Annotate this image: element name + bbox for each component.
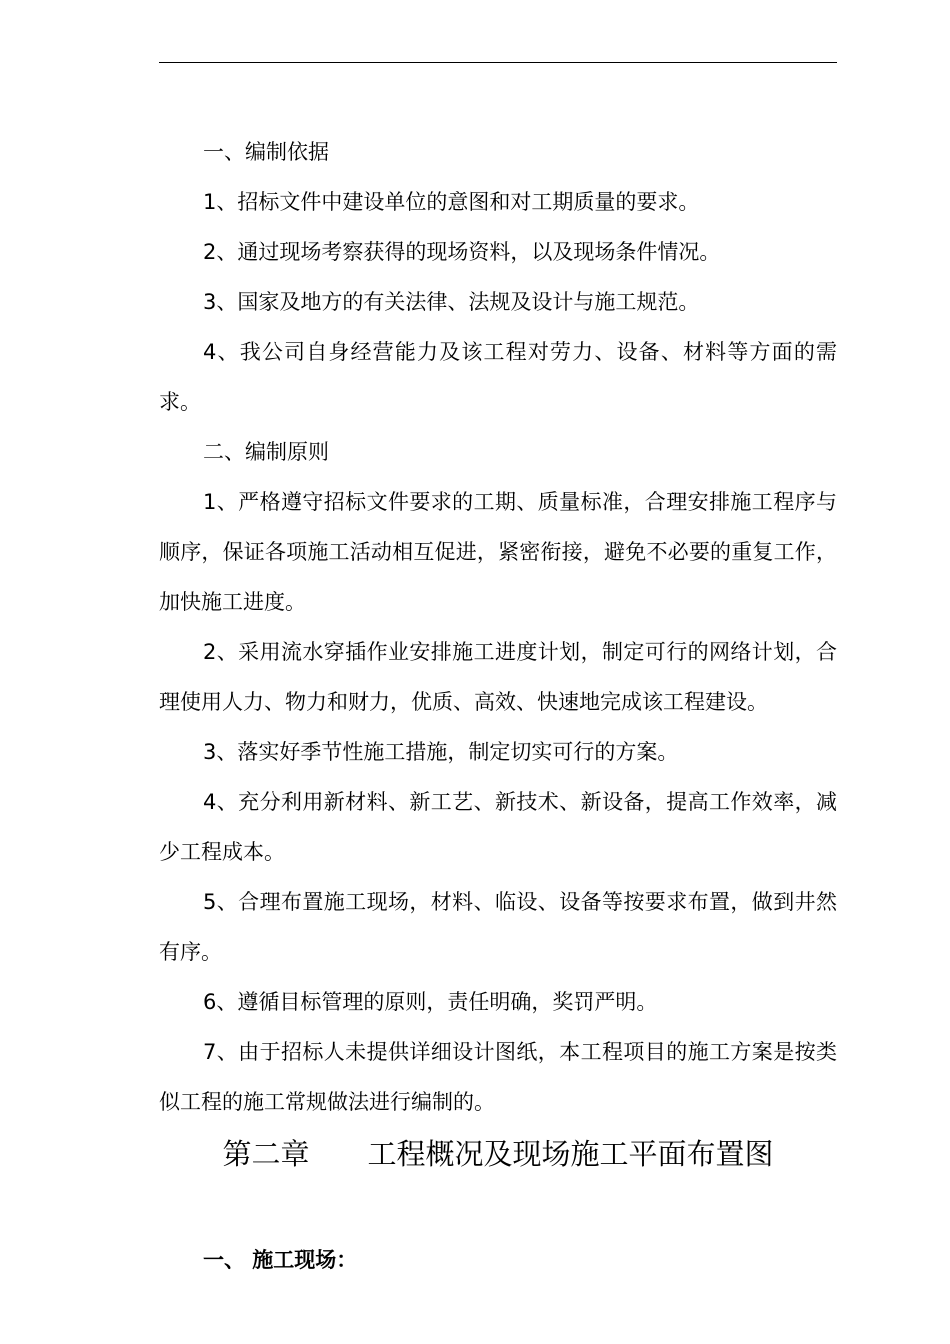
principle-item-7: 7、由于招标人未提供详细设计图纸，本工程项目的施工方案是按类似工程的施工常规做法进行编制的。 bbox=[159, 1040, 837, 1114]
principle-item-1: 1、严格遵守招标文件要求的工期、质量标准，合理安排施工程序与顺序，保证各项施工活动相互促进，紧密衔接，避免不必要的重复工作，加快施工进度。 bbox=[159, 490, 837, 614]
basis-item-1: 1、招标文件中建设单位的意图和对工期质量的要求。 bbox=[203, 190, 700, 214]
basis-item-4: 4、我公司自身经营能力及该工程对劳力、设备、材料等方面的需求。 bbox=[159, 340, 837, 414]
document-body bbox=[159, 127, 837, 1278]
basis-item-2: 2、通过现场考察获得的现场资料，以及现场条件情况。 bbox=[203, 240, 721, 264]
section-heading-principles: 二、编制原则 bbox=[203, 440, 329, 464]
basis-item-3: 3、国家及地方的有关法律、法规及设计与施工规范。 bbox=[203, 290, 700, 314]
principle-item-3: 3、落实好季节性施工措施，制定切实可行的方案。 bbox=[203, 740, 679, 764]
section-heading-basis: 一、编制依据 bbox=[203, 140, 329, 164]
principle-item-4: 4、充分利用新材料、新工艺、新技术、新设备，提高工作效率，减少工程成本。 bbox=[159, 790, 837, 864]
principle-item-6: 6、遵循目标管理的原则，责任明确，奖罚严明。 bbox=[203, 990, 658, 1014]
header-rule bbox=[159, 62, 837, 63]
chapter-title: 第二章 工程概况及现场施工平面布置图 bbox=[222, 1137, 774, 1171]
principle-item-2: 2、采用流水穿插作业安排施工进度计划，制定可行的网络计划，合理使用人力、物力和财力，优质、高效、快速地完成该工程建设。 bbox=[159, 640, 837, 714]
principle-item-5: 5、合理布置施工现场，材料、临设、设备等按要求布置，做到井然有序。 bbox=[159, 890, 837, 964]
section-heading-site: 一、 施工现场： bbox=[203, 1248, 358, 1272]
